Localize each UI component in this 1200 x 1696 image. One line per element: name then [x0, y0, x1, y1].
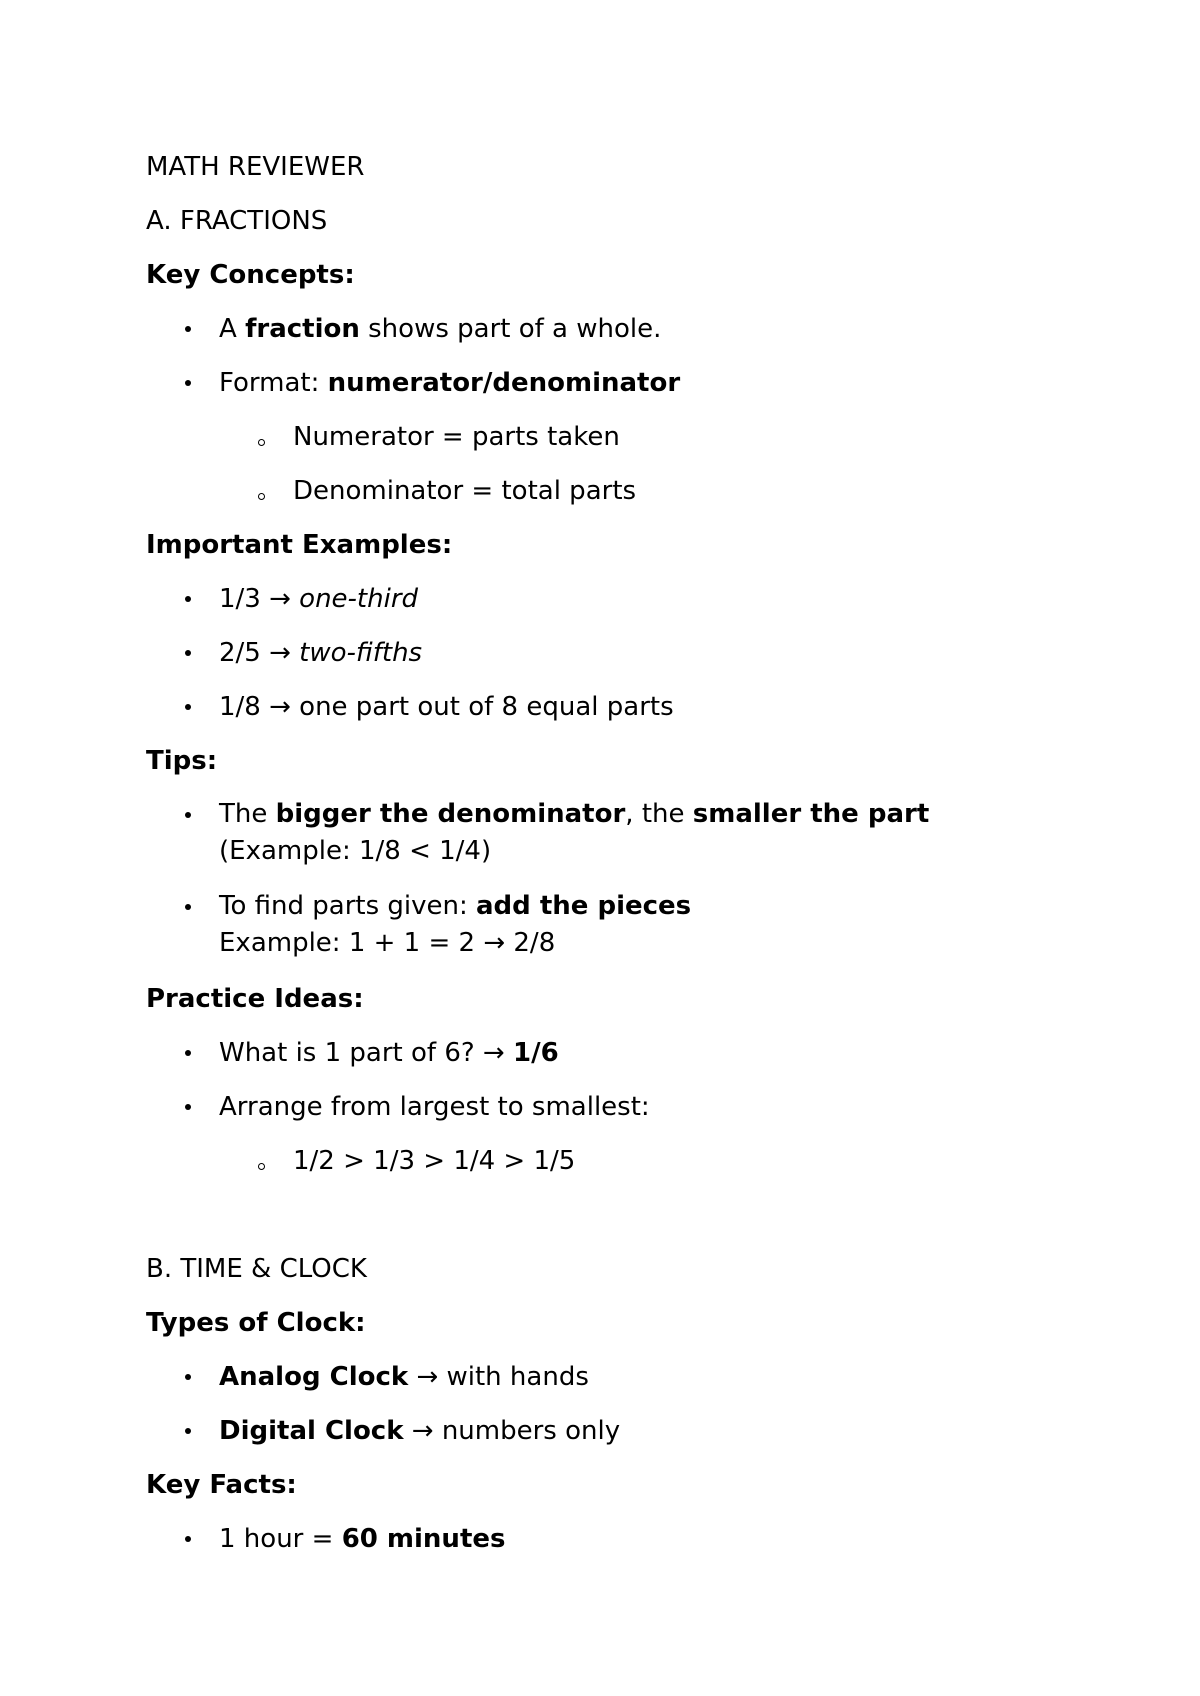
- list-item: Arrange from largest to smallest:: [146, 1080, 1086, 1134]
- clock-types-label: Types of Clock:: [146, 1308, 366, 1338]
- list-item: Format: numerator/denominator: [146, 356, 1086, 410]
- tips-label: Tips:: [146, 746, 218, 776]
- sub-list-item: Numerator = parts taken: [146, 410, 1086, 464]
- section-a-heading: A. FRACTIONS: [146, 206, 328, 236]
- list-item: 1 hour = 60 minutes: [146, 1512, 1086, 1566]
- sub-list-item: Denominator = total parts: [146, 464, 1086, 518]
- document-title: MATH REVIEWER: [146, 152, 365, 182]
- list-item: The bigger the denominator, the smaller the part (Example: 1/8 < 1/4): [146, 788, 1086, 880]
- list-item: Analog Clock → with hands: [146, 1350, 1086, 1404]
- key-facts-label: Key Facts:: [146, 1470, 297, 1500]
- examples-label: Important Examples:: [146, 530, 453, 560]
- section-spacer: [146, 1188, 1086, 1242]
- document-page: [146, 140, 1086, 1566]
- list-item: To find parts given: add the pieces Example: 1 + 1 = 2 → 2/8: [146, 880, 1086, 972]
- list-item: 1/8 → one part out of 8 equal parts: [146, 680, 1086, 734]
- list-item: What is 1 part of 6? → 1/6: [146, 1026, 1086, 1080]
- list-item: 2/5 → two-fifths: [146, 626, 1086, 680]
- list-item: A fraction shows part of a whole.: [146, 302, 1086, 356]
- section-b-heading: B. TIME & CLOCK: [146, 1254, 367, 1284]
- practice-label: Practice Ideas:: [146, 984, 364, 1014]
- list-item: 1/3 → one-third: [146, 572, 1086, 626]
- sub-list-item: 1/2 > 1/3 > 1/4 > 1/5: [146, 1134, 1086, 1188]
- key-concepts-label: Key Concepts:: [146, 260, 355, 290]
- list-item: Digital Clock → numbers only: [146, 1404, 1086, 1458]
